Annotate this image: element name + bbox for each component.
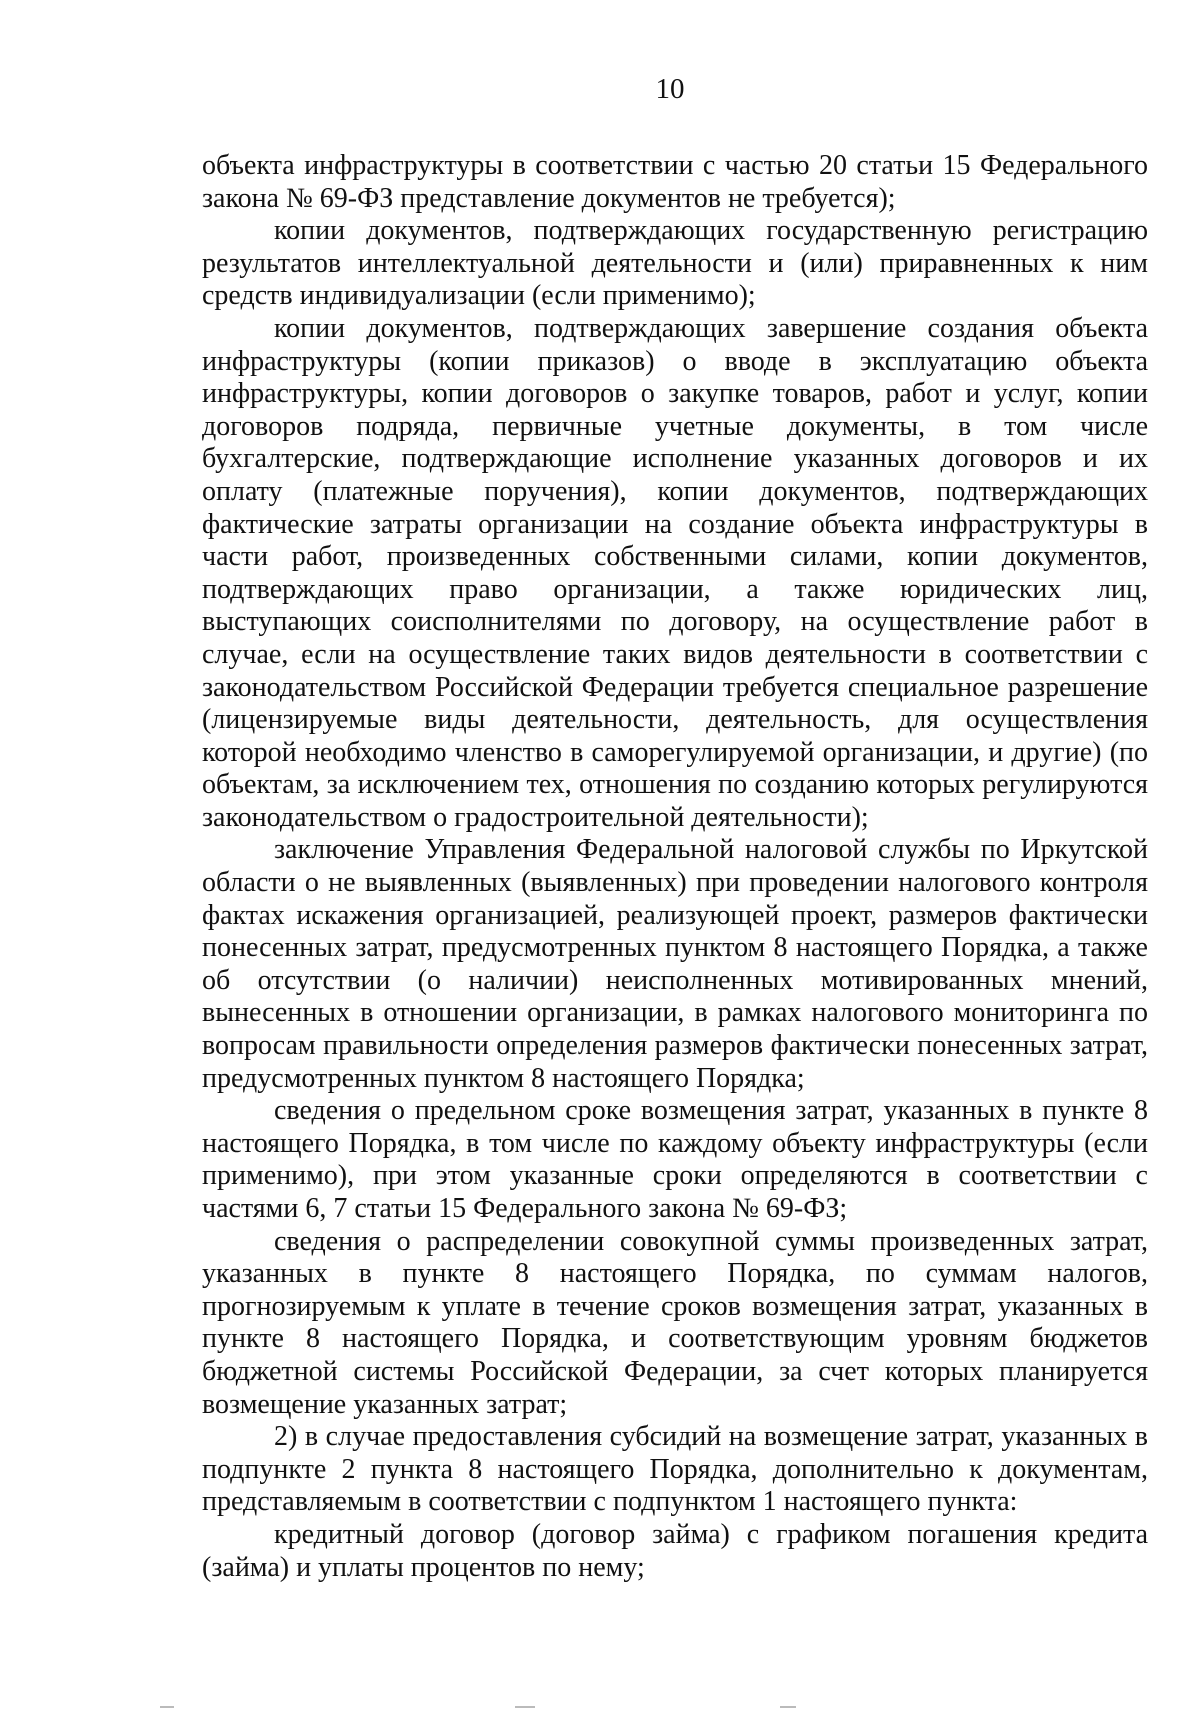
- scan-mark: [515, 1706, 535, 1708]
- page-number: 10: [655, 73, 685, 105]
- paragraph-credit-agreement: кредитный договор (договор займа) с графиком погашения кредита (займа) и уплаты процентов по нему;: [202, 1518, 1148, 1583]
- scan-mark: [780, 1706, 796, 1708]
- paragraph-infrastructure-completion-copies: копии документов, подтверждающих завершение создания объекта инфраструктуры (копии приказов) о вводе в эксплуатацию объекта инфраструктуры, копии договоров о закупке товаров, работ и услуг, копии договоров подряда, первичные учетные документы, в том числе бухгалтерские, подтверждающие исполнение указанных договоров и их оплату (платежные поручения), копии документов, подтверждающих фактические затраты организации на создание объекта инфраструктуры в части работ, произведенных собственными силами, копии документов, подтверждающих право организации, а также юридических лиц, выступающих соисполнителями по договору, на осуществление работ в случае, если на осуществление таких видов деятельности в соответствии с законодательством Российской Федерации требуется специальное разрешение (лицензируемые виды деятельности, деятельность, для осуществления которой необходимо членство в саморегулируемой организации, и другие) (по объектам, за исключением тех, отношения по созданию которых регулируются законодательством о градостроительной деятельности);: [202, 312, 1148, 833]
- scan-mark: [160, 1706, 174, 1708]
- scan-edge-marks: [0, 1700, 1200, 1720]
- document-body: [202, 150, 1148, 1584]
- paragraph-ip-registration-copies: копии документов, подтверждающих государственную регистрацию результатов интеллектуальной деятельности и (или) приравненных к ним средств индивидуализации (если применимо);: [202, 215, 1148, 312]
- paragraph-subsidy-subpoint-2: 2) в случае предоставления субсидий на возмещение затрат, указанных в подпункте 2 пункта 8 настоящего Порядка, дополнительно к документам, представляемым в соответствии с подпунктом 1 настоящего пункта:: [202, 1421, 1148, 1518]
- paragraph-continuation: объекта инфраструктуры в соответствии с частью 20 статьи 15 Федерального закона № 69-ФЗ представление документов не требуется);: [202, 150, 1148, 214]
- paragraph-reimbursement-deadline: сведения о предельном сроке возмещения затрат, указанных в пункте 8 настоящего Порядка, в том числе по каждому объекту инфраструктуры (если применимо), при этом указанные сроки определяются в соответствии с частями 6, 7 статьи 15 Федерального закона № 69-ФЗ;: [202, 1095, 1148, 1224]
- paragraph-tax-service-conclusion: заключение Управления Федеральной налоговой службы по Иркутской области о не выявленных (выявленных) при проведении налогового контроля фактах искажения организацией, реализующей проект, размеров фактически понесенных затрат, предусмотренных пунктом 8 настоящего Порядка, а также об отсутствии (о наличии) неисполненных мотивированных мнений, вынесенных в отношении организации, в рамках налогового мониторинга по вопросам правильности определения размеров фактически понесенных затрат, предусмотренных пунктом 8 настоящего Порядка;: [202, 834, 1148, 1094]
- paragraph-cost-distribution: сведения о распределении совокупной суммы произведенных затрат, указанных в пункте 8 настоящего Порядка, по суммам налогов, прогнозируемым к уплате в течение сроков возмещения затрат, указанных в пункте 8 настоящего Порядка, и соответствующим уровням бюджетов бюджетной системы Российской Федерации, за счет которых планируется возмещение указанных затрат;: [202, 1225, 1148, 1420]
